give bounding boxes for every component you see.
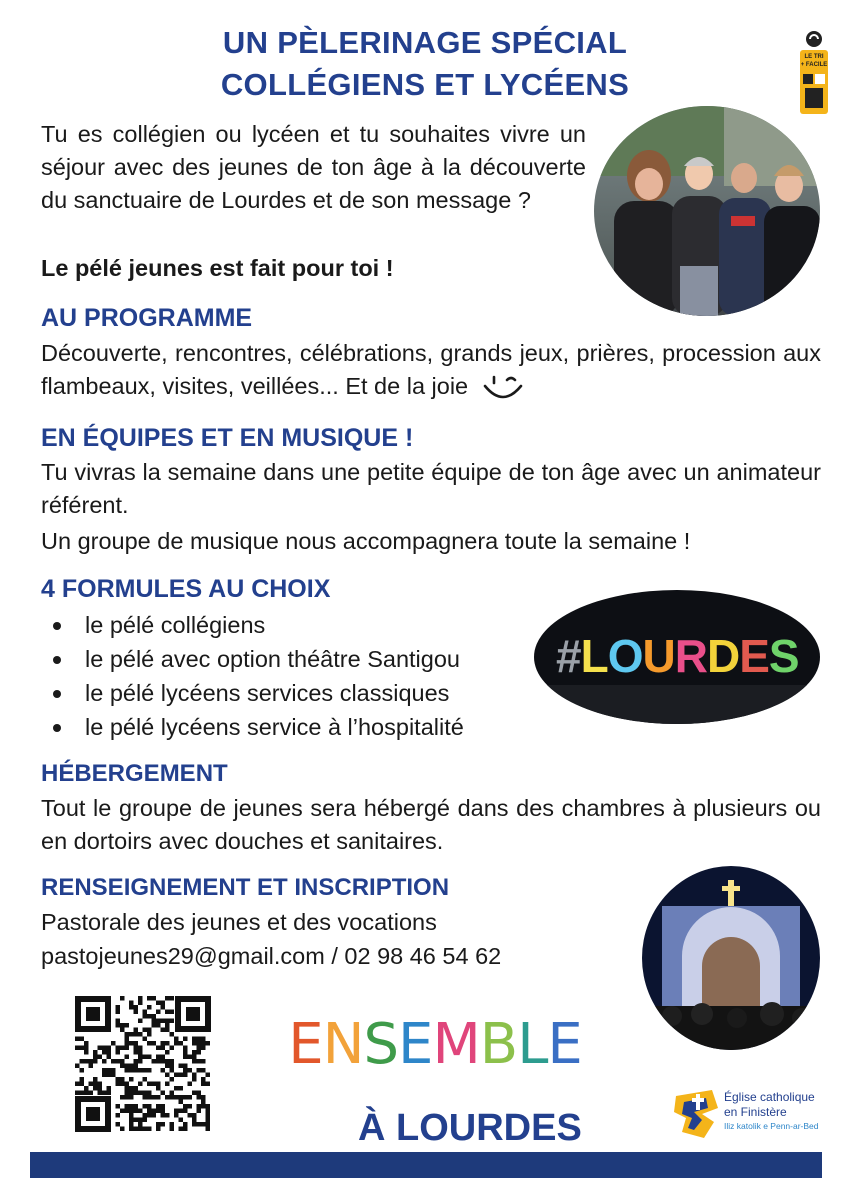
finistere-emblem-icon [672, 1088, 722, 1140]
logo-letter: L [517, 1012, 548, 1077]
equipes-text-1: Tu vivras la semaine dans une petite équipe de ton âge avec un animateur référent. [41, 459, 821, 518]
intro-tagline: Le pélé jeunes est fait pour toi ! [41, 255, 394, 281]
tri-facile-badge [799, 30, 829, 114]
sign-hash: # [556, 630, 581, 682]
hebergement-heading: HÉBERGEMENT [41, 760, 228, 787]
equipes-heading: EN ÉQUIPES ET EN MUSIQUE ! [41, 424, 414, 452]
eglise-finistere-logo [672, 1088, 832, 1146]
logo-letter: E [398, 1012, 433, 1077]
contact-line-1: Pastorale des jeunes et des vocations [41, 909, 437, 935]
formules-heading: 4 FORMULES AU CHOIX [41, 575, 331, 603]
contact-heading: RENSEIGNEMENT ET INSCRIPTION [41, 874, 450, 901]
logo-subtitle: À LOURDES [358, 1107, 582, 1149]
lourdes-sign-text [556, 628, 816, 684]
list-item: le pélé lycéens service à l’hospitalité [41, 710, 541, 744]
formules-list [41, 608, 541, 744]
programme-heading: AU PROGRAMME [41, 304, 253, 332]
qr-code[interactable] [75, 996, 211, 1132]
programme-paragraph [41, 337, 821, 403]
contact-line-2: pastojeunes29@gmail.com / 02 98 46 54 62 [41, 943, 502, 969]
ensemble-a-lourdes-logo [270, 1000, 600, 1150]
sign-letter: U [642, 630, 675, 682]
logo-letter: N [322, 1012, 364, 1077]
lourdes-sign-photo [534, 590, 820, 724]
wink-smiley-icon [481, 374, 525, 402]
programme-text: Découverte, rencontres, célébrations, grands jeux, prières, procession aux flambeaux, visites, veillées... Et de la joie [41, 340, 821, 399]
equipes-text-2: Un groupe de musique nous accompagnera toute la semaine ! [41, 528, 691, 554]
logo-letter: S [363, 1012, 399, 1077]
list-item: le pélé lycéens services classiques [41, 676, 541, 710]
list-item: le pélé collégiens [41, 608, 541, 642]
tri-line-1: LE TRI [804, 54, 824, 60]
intro-text: Tu es collégien ou lycéen et tu souhaites vivre un séjour avec des jeunes de ton âge à la découverte du sanctuaire de Lourdes et de son message ? [41, 121, 586, 213]
title-line-2: COLLÉGIENS ET LYCÉENS [220, 67, 630, 102]
tri-line-2: + FACILE [800, 62, 828, 68]
list-item: le pélé avec option théâtre Santigou [41, 642, 541, 676]
logo-letter: M [432, 1012, 480, 1077]
title-line-1: UN PÈLERINAGE SPÉCIAL [222, 25, 628, 60]
logo-letter: E [547, 1012, 582, 1077]
hebergement-text: Tout le groupe de jeunes sera hébergé dans des chambres à plusieurs ou en dortoirs avec douches et sanitaires. [41, 795, 821, 854]
eglise-line-3: Iliz katolik e Penn-ar-Bed [724, 1121, 819, 1131]
teens-photo [594, 106, 820, 316]
sign-letter: S [768, 630, 799, 682]
sign-letter: E [739, 630, 769, 682]
footer-bar [30, 1152, 822, 1178]
page-title [0, 22, 850, 106]
logo-ensemble-word [270, 1000, 600, 1090]
basilica-photo [642, 866, 820, 1050]
eglise-line-2: en Finistère [724, 1105, 787, 1119]
sign-letter: L [580, 630, 608, 682]
sign-letter: D [706, 630, 740, 682]
logo-letter: E [288, 1012, 323, 1077]
sign-letter: R [674, 630, 707, 682]
logo-letter: B [479, 1012, 518, 1077]
sign-letter: O [607, 630, 643, 682]
eglise-line-1: Église catholique [724, 1090, 815, 1104]
intro-paragraph [41, 118, 586, 217]
